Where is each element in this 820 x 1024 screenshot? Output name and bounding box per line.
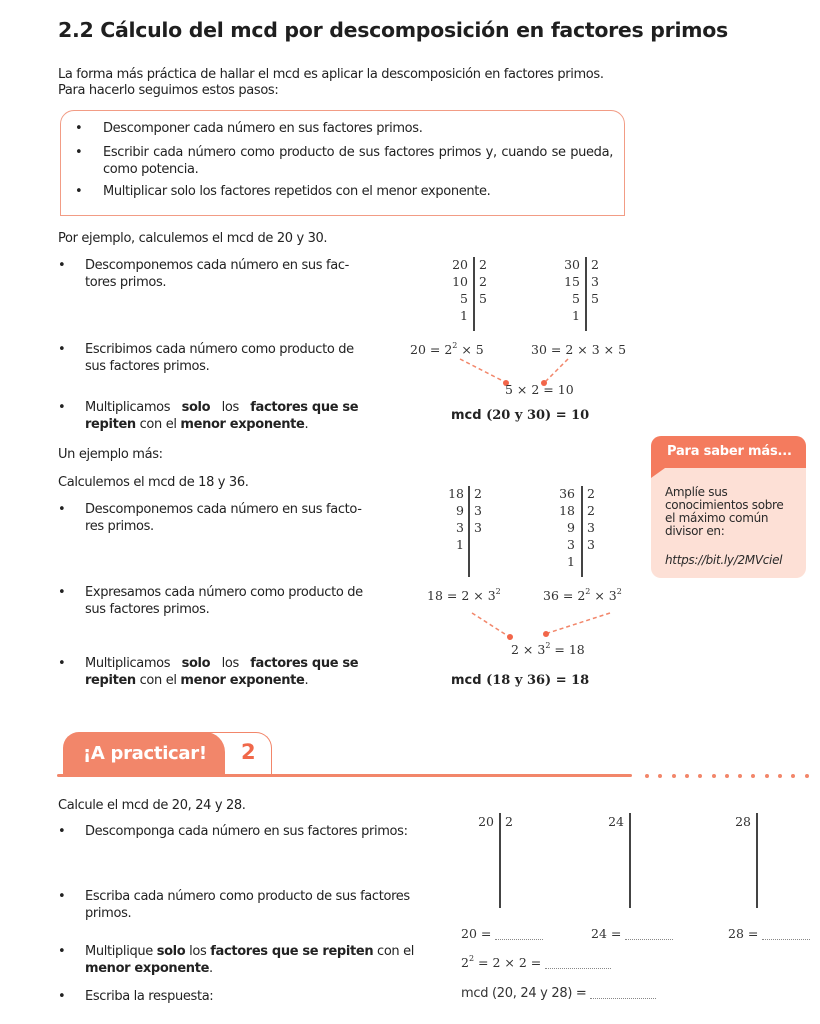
info-link[interactable]: https://bit.ly/2MVciel xyxy=(665,553,783,567)
divider-dot xyxy=(685,774,689,778)
dashed-connector xyxy=(548,613,610,633)
practice-label: ¡A practicar! xyxy=(83,743,207,764)
divider-dot xyxy=(712,774,716,778)
answer-blank[interactable] xyxy=(590,987,656,999)
info-box-title: Para saber más... xyxy=(667,444,792,459)
info-box xyxy=(651,436,806,578)
divider-dot xyxy=(645,774,649,778)
info-box-body: Amplíe sus conocimientos sobre el máximo común divisor en: xyxy=(665,485,784,538)
divider-dot xyxy=(672,774,676,778)
connector-lines-2 xyxy=(460,605,620,645)
dashed-connector xyxy=(545,359,568,382)
divider-dot xyxy=(778,774,782,778)
connector-dot xyxy=(507,634,513,640)
practice-number: 2 xyxy=(241,740,256,764)
example2-intro2: Calculemos el mcd de 18 y 36. xyxy=(58,475,249,490)
product-20: $20 = 2^2 \times 5$ xyxy=(410,341,484,357)
info-box-header-tab xyxy=(651,468,665,478)
fill-24: 24 = xyxy=(591,926,673,941)
answer-blank[interactable] xyxy=(762,928,810,940)
intro-text-line1: La forma más práctica de hallar el mcd es aplicar la descomposición en factores primos. xyxy=(58,67,604,82)
division-bar xyxy=(585,257,587,331)
product-18: $18 = 2 \times 3^2$ xyxy=(427,587,501,603)
product-36: $36 = 2^2 \times 3^2$ xyxy=(543,587,622,603)
example2-intro1: Un ejemplo más: xyxy=(58,447,163,462)
fill-28: 28 = xyxy=(728,926,810,941)
bullet: • xyxy=(75,145,83,160)
power-expr: $2^2 = 2 \times 2$ = xyxy=(461,955,611,970)
practice-dotted-divider xyxy=(645,774,815,778)
divider-dot xyxy=(791,774,795,778)
mcd-result-2: mcd (18 y 36) = 18 xyxy=(451,673,590,688)
answer-blank[interactable] xyxy=(625,928,673,940)
bullet: • xyxy=(75,121,83,136)
result-expr-1: 5 × 2 = 10 xyxy=(505,382,574,397)
mcd-result-1: mcd (20 y 30) = 10 xyxy=(451,408,590,423)
divider-dot xyxy=(751,774,755,778)
bullet: • xyxy=(75,184,83,199)
divider-dot xyxy=(738,774,742,778)
division-bar xyxy=(629,813,631,908)
answer-blank[interactable] xyxy=(545,957,611,969)
fill-20: 20 = xyxy=(461,926,543,941)
answer-blank[interactable] xyxy=(495,928,543,940)
example1-intro: Por ejemplo, calculemos el mcd de 20 y 30. xyxy=(58,231,328,246)
steps-box: • Descomponer cada número en sus factores primos. • Escribir cada número como producto de sus factores primos y, cuando se pueda, como potencia. • Multiplicar solo los factores repetidos con el menor exponente. xyxy=(60,110,625,216)
dashed-connector xyxy=(460,359,505,382)
division-bar xyxy=(473,257,475,331)
section-title: 2.2 Cálculo del mcd por descomposición en factores primos xyxy=(58,18,728,42)
practice-divider xyxy=(57,774,632,777)
dashed-connector xyxy=(472,613,508,636)
division-bar xyxy=(581,486,583,577)
practice-intro: Calcule el mcd de 20, 24 y 28. xyxy=(58,798,246,813)
info-box-header xyxy=(651,436,806,468)
division-bar xyxy=(756,813,758,908)
divider-dot xyxy=(725,774,729,778)
divider-dot xyxy=(765,774,769,778)
division-bar xyxy=(499,813,501,908)
divider-dot xyxy=(698,774,702,778)
answer-line: mcd (20, 24 y 28) = xyxy=(461,986,656,1001)
divider-dot xyxy=(805,774,809,778)
product-30: 30 = 2 × 3 × 5 xyxy=(531,342,627,357)
intro-text-line2: Para hacerlo seguimos estos pasos: xyxy=(58,83,279,98)
result-expr-2: $2 \times 3^2 = 18$ xyxy=(511,641,585,657)
divider-dot xyxy=(658,774,662,778)
division-bar xyxy=(468,486,470,577)
connector-dot xyxy=(543,631,549,637)
